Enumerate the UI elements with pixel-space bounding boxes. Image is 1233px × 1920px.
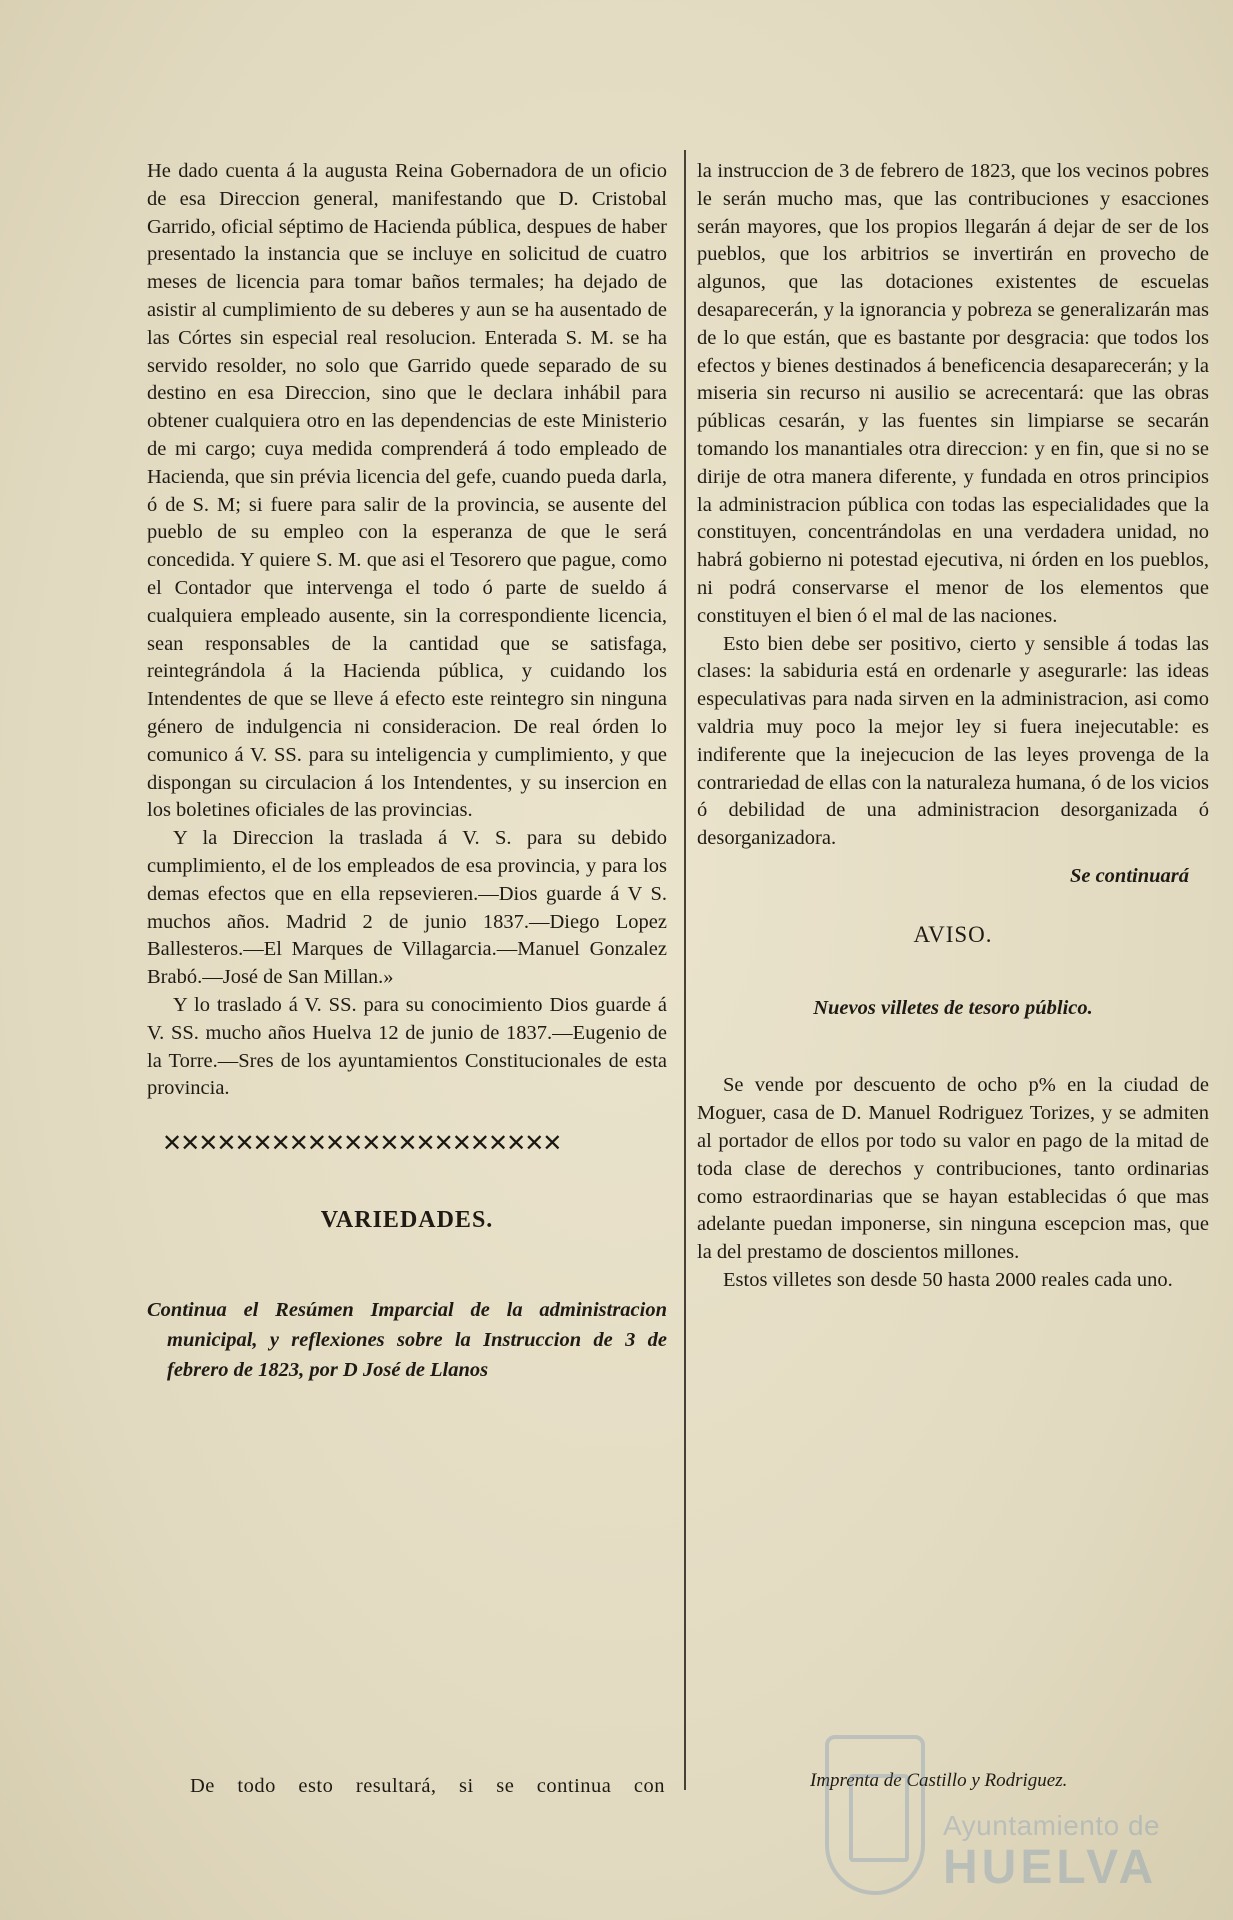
watermark-line-1: Ayuntamiento de: [943, 1810, 1161, 1841]
aviso-paragraph-1: Se vende por descuento de ocho p% en la ciudad de Moguer, casa de D. Manuel Rodriguez Torizes, y se admiten al portador de ellos por todo su valor en pago de la mitad de toda clase de derechos y contribuciones, tanto ordinarias como estraordinarias que se hayan establecidas ó que mas adelante puedan imponerse, sin ninguna escepcion mas, que la del prestamo de doscientos millones.: [697, 1074, 1209, 1264]
left-paragraph-2: Y la Direccion la traslada á V. S. para su debido cumplimiento, el de los empleados de esa provincia, y para los demas efectos que en ella repsevieren.—Dios guarde á V S. muchos años. Madrid 2 de junio 1837.—Diego Lopez Ballesteros.—El Marques de Villagarcia.—Manuel Gonzalez Brabó.—José de San Millan.»: [147, 827, 667, 989]
section-title-variedades: VARIEDADES.: [320, 1207, 494, 1234]
article-subtitle: Continua el Resúmen Imparcial de la administracion municipal, y reflexiones sobre la Instruccion de 3 de febrero de 1823, por D José de Llanos: [147, 1298, 667, 1381]
printer-imprint: Imprenta de Castillo y Rodriguez.: [810, 1770, 1068, 1791]
aviso-title: AVISO.: [913, 921, 993, 947]
shield-icon: [825, 1735, 925, 1895]
watermark-logo: [825, 1735, 1165, 1905]
ornamental-rule: ✕✕✕✕✕✕✕✕✕✕✕✕✕✕✕✕✕✕✕✕✕✕: [162, 1133, 561, 1156]
aviso-paragraph-2: Estos villetes son desde 50 hasta 2000 reales cada uno.: [723, 1268, 1173, 1291]
aviso-subtitle: Nuevos villetes de tesoro público.: [813, 996, 1093, 1019]
right-paragraph-1: la instruccion de 3 de febrero de 1823, que los vecinos pobres le serán mucho mas, que las contribuciones y esacciones serán mayores, que los propios llegarán á dejar de ser de los pueblos, que los arbitrios se invertirán en provecho de algunos, que las dotaciones existentes de escuelas desaparecerán, y la ignorancia y pobreza se generalizarán mas de lo que están, que es bastante por desgracia: que todos los efectos y bienes destinados á beneficencia desaparecerán; y la miseria sin recurso ni ausilio se acrecentará: que las obras públicas cesarán, y las fuentes sin limpiarse se secarán tomando los manantiales otra direccion: y en fin, que si no se dirije de otra manera diferente, y fundada en otros principios la administracion pública con todas las especialidades que la constituyen, concentrándolas en una verdadera unidad, no habrá gobierno ni potestad ejecutiva, ni órden en los pueblos, ni podrá conservarse el menor de los elementos que constituyen el bien ó el mal de las naciones.: [697, 160, 1209, 627]
left-last-line: De todo esto resultará, si se continua con: [190, 1775, 665, 1797]
left-column: [147, 158, 667, 1441]
watermark-line-2: HUELVA: [943, 1841, 1158, 1894]
left-paragraph-3: Y lo traslado á V. SS. para su conocimiento Dios guarde á V. SS. mucho años Huelva 12 de junio de 1837.—Eugenio de la Torre.—Sres de los ayuntamientos Constitucionales de esta provincia.: [147, 993, 667, 1100]
continued-note: Se continuará: [1069, 864, 1189, 887]
right-column: [697, 158, 1209, 1295]
right-paragraph-2: Esto bien debe ser positivo, cierto y sensible á todas las clases: la sabiduria está en ordenarle y asegurarle: las ideas especulativas para nada sirven en la administracion, asi como valdria muy poco la mejor ley si fuera inejecutable: es indiferente que la inejecucion de las leyes provenga de la contrariedad de ellas con la naturaleza humana, ó de los vicios ó debilidad de una administracion desorganizada ó desorganizadora.: [697, 632, 1209, 850]
left-paragraph-1: He dado cuenta á la augusta Reina Gobernadora de un oficio de esa Direccion general, manifestando que D. Cristobal Garrido, oficial séptimo de Hacienda pública, despues de haber presentado la instancia que se incluye en solicitud de cuatro meses de licencia para tomar baños termales; ha dejado de asistir al cumplimiento de su deberes y aun se ha ausentado de las Córtes sin especial real resolucion. Enterada S. M. se ha servido resolder, no solo que Garrido quede separado de su destino en esa Direccion, sino que le declara inhábil para obtener cualquiera otro en las dependencias de este Ministerio de mi cargo; cuya medida comprenderá á todo empleado de Hacienda, que sin prévia licencia del gefe, cuando pueda darla, ó de S. M; si fuere para salir de la provincia, se ausente del pueblo de su empleo con la esperanza de que le será concedida. Y quiere S. M. que asi el Tesorero que pague, como el Contador que intervenga el todo ó parte de sueldo á cualquiera empleado ausente, sin la correspondiente licencia, sean responsables de la cantidad que se satisfaga, reintegrándola á la Hacienda pública, y cuidando los Intendentes de que se lleve á efecto este reintegro sin ninguna género de indulgencia ni consideracion. De real órden lo comunico á V. SS. para su inteligencia y cumplimiento, y que dispongan su circulacion á los Intendentes, y su insercion en los boletines oficiales de las provincias.: [147, 160, 667, 822]
column-divider: [684, 150, 686, 1790]
